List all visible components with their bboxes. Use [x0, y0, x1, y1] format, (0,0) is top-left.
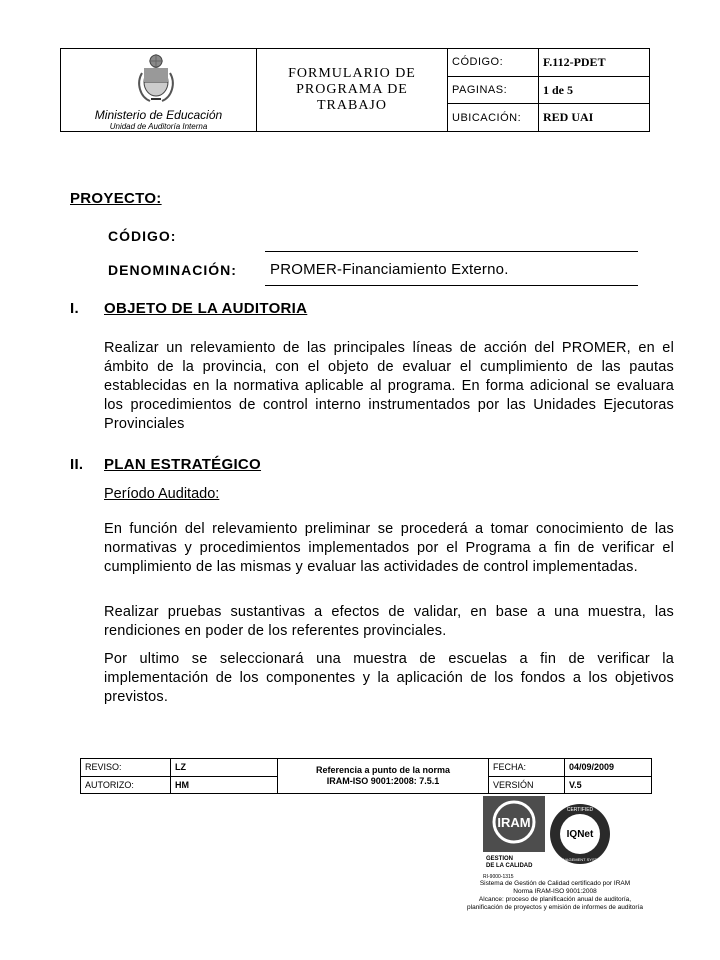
norm-reference	[277, 759, 489, 793]
version-label: VERSIÓN	[489, 777, 565, 794]
form-title: FORMULARIO DE PROGRAMA DE TRABAJO	[257, 49, 448, 131]
date-label: FECHA:	[489, 759, 565, 776]
iqnet-logo-icon	[550, 804, 610, 864]
meta-label: UBICACIÓN:	[448, 104, 539, 131]
review-label: REVISO:	[81, 759, 171, 776]
ministry-unit: Unidad de Auditoría Interna	[109, 122, 208, 131]
section2-paragraph: Por ultimo se seleccionará una muestra de escuelas a fin de verificar la implementación de los componentes y la aplicación de los fondos a los objetivos previstos.	[104, 651, 674, 705]
review-column	[81, 759, 277, 793]
project-name-label: DENOMINACIÓN:	[108, 262, 237, 278]
certification-line: Norma IRAM-ISO 9001:2008	[513, 888, 597, 895]
audited-period-label: Período Auditado:	[104, 486, 220, 502]
authorize-label: AUTORIZO:	[81, 777, 171, 794]
meta-row-pages	[448, 77, 649, 105]
date-row	[489, 759, 651, 777]
approval-footer-table	[80, 758, 652, 794]
section2-paragraph: En función del relevamiento preliminar se procederá a tomar conocimiento de las normativas y procedimientos implementados por el Programa a fin de verificar el cumplimiento de las mismas y evaluar las actividades de control implementadas.	[104, 521, 674, 575]
section1-title: OBJETO DE LA AUDITORIA	[104, 300, 308, 317]
section2-title: PLAN ESTRATÉGICO	[104, 456, 262, 473]
section1-paragraph: Realizar un relevamiento de las principales líneas de acción del PROMER, en el ámbito de la provincia, con el objeto de evaluar el cumplimiento de las pautas establecidas en la normativa aplicable al programa. En forma adicional se evaluara los procedimientos de control interno instrumentados por las Unidades Ejecutoras Provinciales	[104, 340, 674, 432]
authorize-row	[81, 777, 277, 794]
project-name-underline	[265, 285, 638, 286]
section1-number: I.	[70, 300, 79, 317]
project-name-value: PROMER-Financiamiento Externo.	[270, 261, 509, 278]
section2-number: II.	[70, 456, 84, 473]
authorize-value: HM	[175, 779, 189, 790]
ministry-logo-cell	[61, 49, 257, 131]
iram-registration: RI-9000-1315	[483, 874, 514, 880]
iram-logo-text: IRAM	[497, 815, 531, 830]
section2-paragraph: Realizar pruebas sustantivas a efectos de validar, en base a una muestra, las rendiciones en poder de los referentes provinciales.	[104, 604, 674, 639]
review-value: LZ	[175, 762, 186, 773]
project-code-label: CÓDIGO:	[108, 228, 177, 244]
certification-line: Sistema de Gestión de Calidad certificado por IRAM	[479, 880, 631, 887]
review-row	[81, 759, 277, 777]
norm-reference-line2: IRAM-ISO 9001:2008: 7.5.1	[326, 776, 440, 786]
national-coat-of-arms-icon	[136, 53, 176, 105]
project-code-underline	[265, 251, 638, 252]
date-value: 04/09/2009	[569, 762, 615, 773]
certification-logos	[483, 796, 633, 880]
certification-statement	[440, 880, 670, 912]
meta-label: PAGINAS:	[448, 77, 539, 104]
norm-reference-line1: Referencia a punto de la norma	[315, 765, 451, 775]
iram-logo-icon	[483, 796, 545, 880]
iqnet-ring-top: CERTIFIED	[566, 807, 594, 813]
meta-value: F.112-PDET	[543, 54, 606, 69]
certification-line: planificación de proyectos y emisión de informes de auditoría	[467, 904, 643, 911]
iqnet-logo-text: IQNet	[566, 829, 594, 840]
date-column	[489, 759, 651, 793]
meta-row-location	[448, 104, 649, 131]
meta-value: RED UAI	[543, 110, 594, 125]
iqnet-ring-bottom: MANAGEMENT SYSTEM	[556, 857, 604, 862]
version-row	[489, 777, 651, 794]
iram-caption-2: DE LA CALIDAD	[486, 863, 533, 869]
certification-line: Alcance: proceso de planificación anual de auditoría,	[478, 896, 632, 903]
meta-value: 1 de 5	[543, 82, 573, 97]
iram-caption-1: GESTION	[486, 856, 514, 862]
version-value: V.5	[569, 779, 582, 790]
meta-row-code	[448, 49, 649, 77]
meta-label: CÓDIGO:	[448, 49, 539, 76]
form-header-table	[60, 48, 650, 132]
form-meta-grid	[448, 49, 649, 131]
ministry-name: Ministerio de Educación	[94, 108, 223, 122]
project-heading: PROYECTO:	[70, 190, 162, 207]
